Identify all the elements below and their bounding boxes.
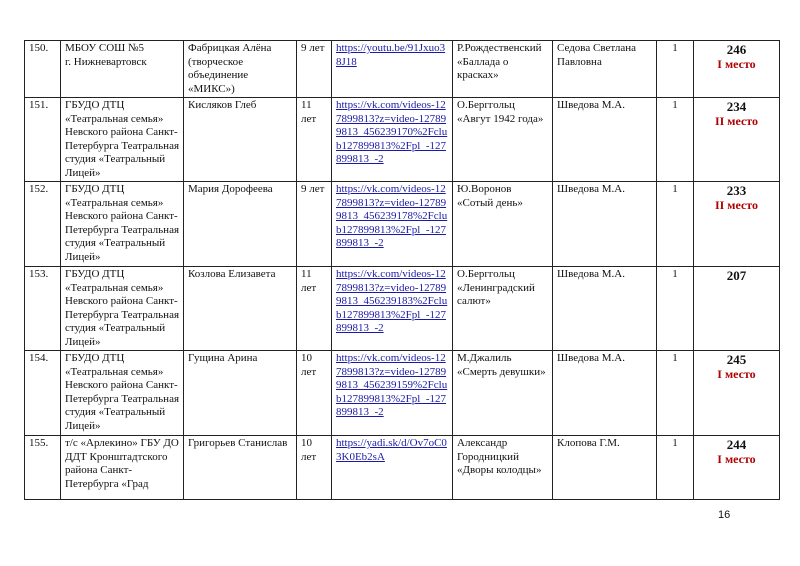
- video-link[interactable]: https://youtu.be/91Jxuo38J18: [336, 42, 446, 68]
- score: 233: [726, 183, 747, 198]
- score-cell: [694, 182, 780, 267]
- age: 11 лет: [297, 98, 332, 182]
- participant-name: Григорьев Станислав: [184, 436, 297, 500]
- organization: ГБУДО ДТЦ «Театральная семья» Невского района Санкт-Петербурга Театральная студия «Театральный Лицей»: [61, 267, 184, 351]
- age: 10 лет: [297, 436, 332, 500]
- row-number: 155.: [25, 436, 61, 500]
- participant-name: Кисляков Глеб: [184, 98, 297, 182]
- score-cell: [694, 436, 780, 500]
- age: 10 лет: [297, 351, 332, 436]
- organization: т/с «Арлекино» ГБУ ДО ДДТ Кронштадтского района Санкт-Петербурга «Град: [61, 436, 184, 500]
- participant-name: Козлова Елизавета: [184, 267, 297, 351]
- place-award: I место: [717, 452, 756, 466]
- video-link[interactable]: https://yadi.sk/d/Ov7oC03K0Eb2sA: [336, 437, 447, 463]
- work-title: О.Берггольц «Авгут 1942 года»: [453, 98, 553, 182]
- participant-name: Фабрицкая Алёна (творческое объединение «МИКС»): [184, 41, 297, 98]
- video-link-cell: [332, 182, 453, 267]
- place-award: I место: [717, 57, 756, 71]
- work-title: О.Берггольц «Ленинградский салют»: [453, 267, 553, 351]
- page-number: 16: [718, 509, 731, 521]
- video-link-cell: [332, 436, 453, 500]
- row-number: 152.: [25, 182, 61, 267]
- work-title: Ю.Воронов «Сотый день»: [453, 182, 553, 267]
- score-cell: [694, 267, 780, 351]
- row-number: 151.: [25, 98, 61, 182]
- participant-name: Гущина Арина: [184, 351, 297, 436]
- participant-count: 1: [657, 98, 694, 182]
- participant-count: 1: [657, 436, 694, 500]
- video-link-cell: [332, 267, 453, 351]
- video-link[interactable]: https://vk.com/videos-127899813?z=video-127899813_456239159%2Fclub127899813%2Fpl_-127899813_-2: [336, 352, 448, 418]
- video-link[interactable]: https://vk.com/videos-127899813?z=video-127899813_456239170%2Fclub127899813%2Fpl_-127899813_-2: [336, 99, 448, 165]
- video-link[interactable]: https://vk.com/videos-127899813?z=video-127899813_456239183%2Fclub127899813%2Fpl_-127899813_-2: [336, 268, 448, 334]
- score: 234: [726, 99, 747, 114]
- participant-count: 1: [657, 351, 694, 436]
- organization: ГБУДО ДТЦ «Театральная семья» Невского района Санкт-Петербурга Театральная студия «Театральный Лицей»: [61, 98, 184, 182]
- work-title: Р.Рождественский «Баллада о красках»: [453, 41, 553, 98]
- table-row: [25, 436, 780, 500]
- work-title: Александр Городницкий «Дворы колодцы»: [453, 436, 553, 500]
- age: 9 лет: [297, 41, 332, 98]
- table-row: [25, 351, 780, 436]
- participant-name: Мария Дорофеева: [184, 182, 297, 267]
- teacher: Шведова М.А.: [553, 267, 657, 351]
- score: 245: [726, 352, 747, 367]
- table-row: [25, 41, 780, 98]
- teacher: Шведова М.А.: [553, 98, 657, 182]
- video-link[interactable]: https://vk.com/videos-127899813?z=video-127899813_456239178%2Fclub127899813%2Fpl_-127899813_-2: [336, 183, 448, 249]
- row-number: 150.: [25, 41, 61, 98]
- teacher: Седова Светлана Павловна: [553, 41, 657, 98]
- place-award: I место: [717, 367, 756, 381]
- table-row: [25, 182, 780, 267]
- participant-count: 1: [657, 267, 694, 351]
- place-award: II место: [714, 114, 759, 128]
- organization: ГБУДО ДТЦ «Театральная семья» Невского района Санкт-Петербурга Театральная студия «Театральный Лицей»: [61, 351, 184, 436]
- table-row: [25, 267, 780, 351]
- video-link-cell: [332, 41, 453, 98]
- score-cell: [694, 351, 780, 436]
- age: 9 лет: [297, 182, 332, 267]
- table-row: [25, 98, 780, 182]
- participant-count: 1: [657, 41, 694, 98]
- row-number: 154.: [25, 351, 61, 436]
- place-award: II место: [714, 198, 759, 212]
- score: 207: [726, 268, 747, 283]
- organization: МБОУ СОШ №5 г. Нижневартовск: [61, 41, 184, 98]
- score-cell: [694, 98, 780, 182]
- participant-count: 1: [657, 182, 694, 267]
- age: 11 лет: [297, 267, 332, 351]
- score-cell: [694, 41, 780, 98]
- teacher: Шведова М.А.: [553, 351, 657, 436]
- teacher: Шведова М.А.: [553, 182, 657, 267]
- row-number: 153.: [25, 267, 61, 351]
- organization: ГБУДО ДТЦ «Театральная семья» Невского района Санкт-Петербурга Театральная студия «Театральный Лицей»: [61, 182, 184, 267]
- results-table: [24, 40, 780, 500]
- score: 244: [726, 437, 747, 452]
- work-title: М.Джалиль «Смерть девушки»: [453, 351, 553, 436]
- score: 246: [726, 42, 747, 57]
- video-link-cell: [332, 98, 453, 182]
- teacher: Клопова Г.М.: [553, 436, 657, 500]
- video-link-cell: [332, 351, 453, 436]
